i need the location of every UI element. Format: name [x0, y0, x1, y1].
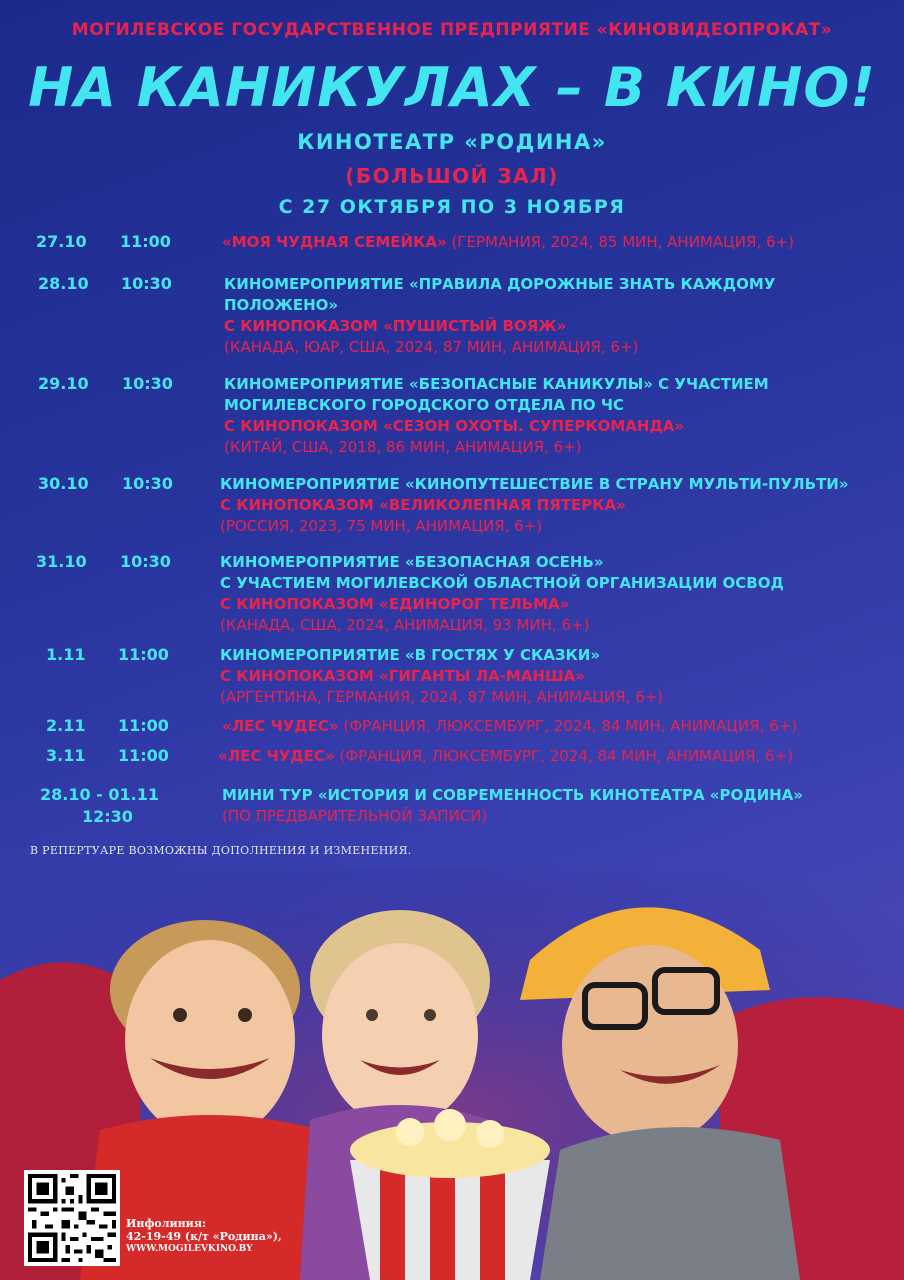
schedule-info	[224, 374, 824, 458]
schedule-date: 28.10	[38, 274, 89, 293]
schedule-date-range: 28.10 - 01.11	[40, 785, 159, 804]
event-title: КИНОМЕРОПРИЯТИЕ «БЕЗОПАСНАЯ ОСЕНЬ»	[220, 553, 604, 571]
schedule-date: 3.11	[46, 746, 86, 765]
event-title: КИНОМЕРОПРИЯТИЕ «В ГОСТЯХ У СКАЗКИ»	[220, 646, 601, 664]
headline: НА КАНИКУЛАХ – В КИНО!	[28, 56, 876, 119]
schedule-time: 11:00	[118, 716, 169, 735]
screening-title: С КИНОПОКАЗОМ «ПУШИСТЫЙ ВОЯЖ»	[224, 317, 567, 335]
cinema-name: КИНОТЕАТР «РОДИНА»	[297, 130, 607, 154]
event-title: КИНОМЕРОПРИЯТИЕ «КИНОПУТЕШЕСТВИЕ В СТРАНУ МУЛЬТИ-ПУЛЬТИ»	[220, 475, 849, 493]
period: С 27 ОКТЯБРЯ ПО 3 НОЯБРЯ	[278, 196, 626, 218]
event-title: КИНОМЕРОПРИЯТИЕ «ПРАВИЛА ДОРОЖНЫЕ ЗНАТЬ КАЖДОМУ ПОЛОЖЕНО»	[224, 275, 776, 314]
film-details: (РОССИЯ, 2023, 75 МИН, АНИМАЦИЯ, 6+)	[220, 517, 543, 535]
schedule-info	[220, 474, 890, 537]
film-details: (ГЕРМАНИЯ, 2024, 85 МИН, АНИМАЦИЯ, 6+)	[446, 233, 794, 251]
schedule-date: 30.10	[38, 474, 89, 493]
screening-title: С КИНОПОКАЗОМ «ЕДИНОРОГ ТЕЛЬМА»	[220, 595, 570, 613]
event-subtitle: С УЧАСТИЕМ МОГИЛЕВСКОЙ ОБЛАСТНОЙ ОРГАНИЗАЦИИ ОСВОД	[220, 574, 784, 592]
website-link[interactable]: WWW.MOGILEVKINO.BY	[126, 1244, 253, 1254]
schedule-info	[220, 645, 890, 708]
hall-name: (БОЛЬШОЙ ЗАЛ)	[345, 164, 559, 188]
schedule-date: 2.11	[46, 716, 86, 735]
schedule-time: 11:00	[120, 232, 171, 251]
film-details: (КИТАЙ, США, 2018, 86 МИН, АНИМАЦИЯ, 6+)	[224, 438, 582, 456]
event-title: МИНИ ТУР «ИСТОРИЯ И СОВРЕМЕННОСТЬ КИНОТЕАТРА «РОДИНА»	[222, 786, 803, 804]
schedule-info	[218, 746, 888, 767]
film-details: (АРГЕНТИНА, ГЕРМАНИЯ, 2024, 87 МИН, АНИМАЦИЯ, 6+)	[220, 688, 664, 706]
screening-title: С КИНОПОКАЗОМ «ВЕЛИКОЛЕПНАЯ ПЯТЕРКА»	[220, 496, 626, 514]
contact-info	[126, 1217, 326, 1256]
schedule-time: 10:30	[120, 552, 171, 571]
film-details: (ФРАНЦИЯ, ЛЮКСЕМБУРГ, 2024, 84 МИН, АНИМАЦИЯ, 6+)	[334, 747, 794, 765]
phone-number: 42-19-49 (к/т «Родина»),	[126, 1230, 282, 1243]
schedule-info	[222, 785, 892, 827]
repertoire-note: В РЕПЕРТУАРЕ ВОЗМОЖНЫ ДОПОЛНЕНИЯ И ИЗМЕНЕНИЯ.	[30, 844, 412, 857]
schedule-time: 10:30	[121, 274, 172, 293]
schedule-time: 11:00	[118, 746, 169, 765]
schedule-time: 11:00	[118, 645, 169, 664]
schedule-info	[222, 232, 892, 253]
event-title: КИНОМЕРОПРИЯТИЕ «БЕЗОПАСНЫЕ КАНИКУЛЫ» С УЧАСТИЕМ МОГИЛЕВСКОГО ГОРОДСКОГО ОТДЕЛА ПО ЧС	[224, 375, 769, 414]
schedule-date: 29.10	[38, 374, 89, 393]
film-title: «МОЯ ЧУДНАЯ СЕМЕЙКА»	[222, 233, 447, 251]
organization-title: МОГИЛЕВСКОЕ ГОСУДАРСТВЕННОЕ ПРЕДПРИЯТИЕ «КИНОВИДЕОПРОКАТ»	[71, 20, 833, 40]
screening-title: С КИНОПОКАЗОМ «ГИГАНТЫ ЛА-МАНША»	[220, 667, 585, 685]
schedule-info	[222, 716, 892, 737]
film-details: (ФРАНЦИЯ, ЛЮКСЕМБУРГ, 2024, 84 МИН, АНИМАЦИЯ, 6+)	[338, 717, 798, 735]
schedule-info	[224, 274, 824, 358]
screening-title: С КИНОПОКАЗОМ «СЕЗОН ОХОТЫ. СУПЕРКОМАНДА»	[224, 417, 685, 435]
schedule-time: 10:30	[122, 374, 173, 393]
qr-code[interactable]	[24, 1170, 120, 1266]
film-title: «ЛЕС ЧУДЕС»	[222, 717, 339, 735]
schedule-date: 31.10	[36, 552, 87, 571]
schedule-time: 10:30	[122, 474, 173, 493]
film-details: (КАНАДА, ЮАР, США, 2024, 87 МИН, АНИМАЦИЯ, 6+)	[224, 338, 639, 356]
event-note: (ПО ПРЕДВАРИТЕЛЬНОЙ ЗАПИСИ)	[222, 807, 488, 825]
schedule-date: 27.10	[36, 232, 87, 251]
schedule-date: 1.11	[46, 645, 86, 664]
schedule-info	[220, 552, 890, 636]
infoline-label: Инфолиния:	[126, 1217, 207, 1230]
film-details: (КАНАДА, США, 2024, АНИМАЦИЯ, 93 МИН, 6+)	[220, 616, 590, 634]
schedule-time: 12:30	[82, 807, 133, 826]
film-title: «ЛЕС ЧУДЕС»	[218, 747, 335, 765]
